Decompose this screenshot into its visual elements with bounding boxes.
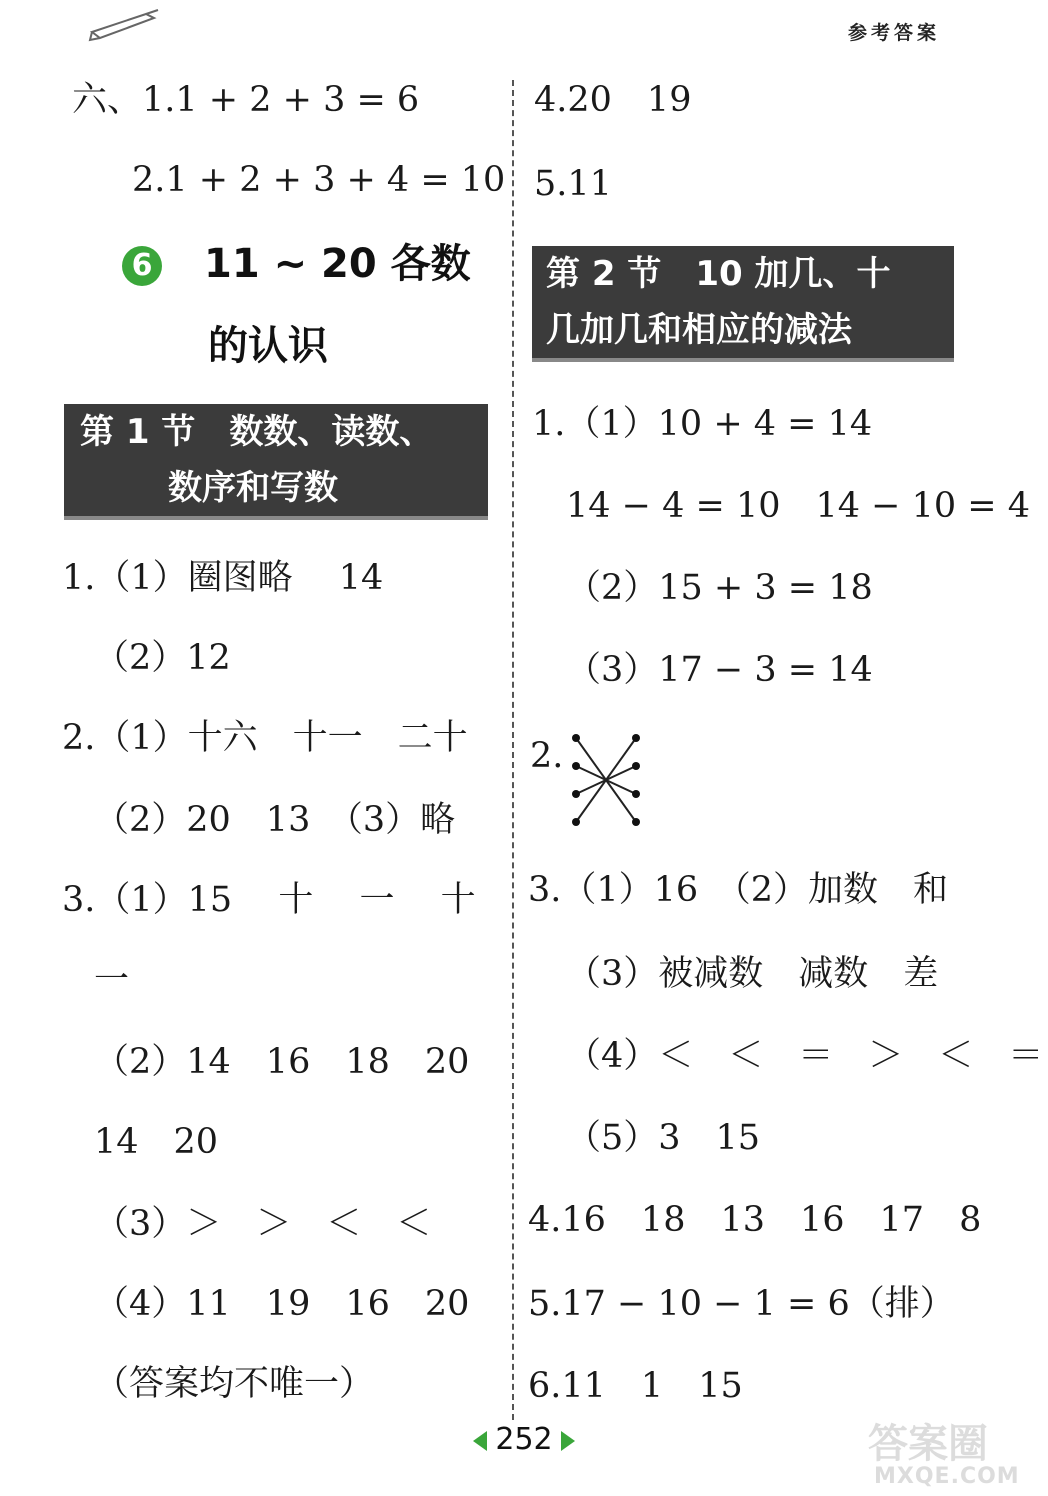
- header-label: 参考答案: [847, 22, 940, 44]
- right-answer-line: 1.（1）10 + 4 = 14: [532, 404, 873, 444]
- left-line-2: 2.1 + 2 + 3 + 4 = 10: [132, 160, 506, 200]
- right-answer-line: （3）17 − 3 = 14: [566, 650, 873, 690]
- right-answer-line: 5.17 − 10 − 1 = 6（排）: [528, 1284, 955, 1324]
- left-answer-line: （答案均不唯一）: [94, 1364, 375, 1404]
- chapter-title-line-2: 的认识: [208, 323, 328, 369]
- section-2-line-1: 第 2 节 10 加几、十: [546, 254, 891, 294]
- watermark-logo: [858, 1408, 1038, 1494]
- triangle-right-icon: [561, 1431, 575, 1451]
- right-answer-line: 4.16 18 13 16 17 8: [528, 1200, 982, 1240]
- right-answer-line: （5）3 15: [566, 1118, 761, 1158]
- pencil-icon: [88, 8, 160, 42]
- header-bar: [0, 0, 1048, 46]
- left-answer-line: （2）20 13 （3）略: [94, 800, 456, 840]
- triangle-left-icon: [473, 1431, 487, 1451]
- left-answer-line: 一: [94, 960, 130, 1000]
- section-1-line-1: 第 1 节 数数、读数、: [80, 412, 434, 452]
- column-divider: [512, 80, 514, 1420]
- right-answer-line: 14 − 4 = 10 14 − 10 = 4: [566, 486, 1030, 526]
- watermark-url: MXQE.COM: [874, 1464, 1020, 1489]
- right-answer-line: 6.11 1 15: [528, 1366, 743, 1406]
- matching-lines-diagram: [566, 730, 646, 830]
- left-answer-line: （2）14 16 18 20: [94, 1042, 470, 1082]
- section-1-banner: [64, 404, 488, 520]
- left-answer-line: 3.（1）15 十 一 十: [62, 880, 476, 920]
- right-top-line: 5.11: [534, 164, 612, 204]
- right-answer-line: （3）被减数 减数 差: [566, 954, 939, 994]
- left-answer-line: 2.（1）十六 十一 二十: [62, 718, 468, 758]
- page-number-text: 252: [495, 1422, 553, 1457]
- right-answer-line: （4）＜ ＜ ＝ ＞ ＜ ＝: [566, 1036, 1044, 1076]
- watermark-text: 答案圈: [868, 1421, 988, 1467]
- left-line-1: 六、1.1 + 2 + 3 = 6: [72, 80, 420, 120]
- right-top-line: 4.20 19: [534, 80, 692, 120]
- left-answer-line: （2）12: [94, 638, 231, 678]
- section-2-banner: [532, 246, 954, 362]
- left-answer-line: （3）＞ ＞ ＜ ＜: [94, 1204, 432, 1244]
- right-answer-line: 3.（1）16 （2）加数 和: [528, 870, 948, 910]
- right-answer-line: 2.: [530, 736, 564, 776]
- chapter-title-line-1: 11 ~ 20 各数: [204, 241, 471, 287]
- section-1-line-2: 数序和写数: [168, 468, 338, 508]
- left-answer-line: 14 20: [94, 1122, 219, 1162]
- left-answer-line: （4）11 19 16 20: [94, 1284, 470, 1324]
- section-2-line-2: 几加几和相应的减法: [546, 310, 852, 350]
- left-answer-line: 1.（1）圈图略 14: [62, 558, 384, 598]
- right-answer-line: （2）15 + 3 = 18: [566, 568, 873, 608]
- chapter-number-badge: 6: [122, 246, 162, 286]
